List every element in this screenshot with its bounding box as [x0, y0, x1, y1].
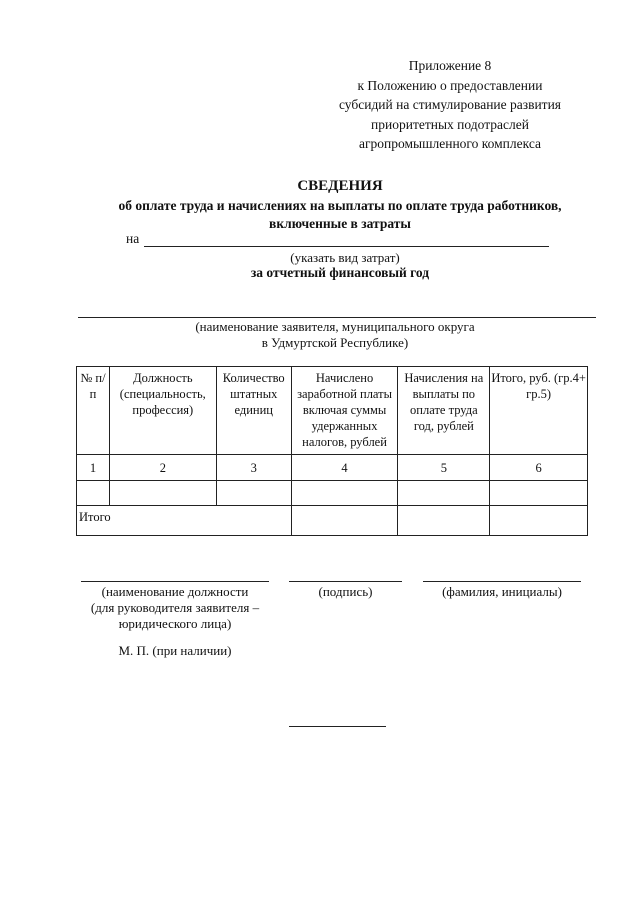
column-number: 5	[398, 455, 490, 481]
column-number: 4	[291, 455, 398, 481]
table-cell[interactable]	[490, 481, 588, 506]
appendix-line: агропромышленного комплекса	[359, 136, 541, 151]
applicant-field-hint-2: в Удмуртской Республике)	[261, 335, 409, 350]
costs-field-prefix: на	[126, 231, 140, 246]
costs-field-line[interactable]	[144, 246, 549, 247]
applicant-field-hint-1: (наименование заявителя, муниципального округа	[195, 319, 475, 334]
table-row	[77, 481, 588, 506]
signature-line[interactable]	[289, 581, 402, 582]
appendix-reference	[300, 56, 600, 154]
header-cell-position: Должность (специальность, профессия)	[109, 367, 216, 455]
header-cell-staff-units: Количество штатных единиц	[216, 367, 291, 455]
bottom-separator-line	[289, 726, 386, 727]
table-header-row	[77, 367, 588, 455]
header-cell-total: Итого, руб. (гр.4+ гр.5)	[490, 367, 588, 455]
column-number-row	[77, 455, 588, 481]
header-cell-accrued-salary: Начислено заработной платы включая суммы удержанных налогов, рублей	[291, 367, 398, 455]
document-subtitle: об оплате труда и начислениях на выплаты по оплате труда работников,	[118, 198, 562, 213]
stamp-note: М. П. (при наличии)	[118, 643, 232, 658]
total-cell[interactable]	[490, 506, 588, 536]
total-label: Итого	[77, 506, 292, 536]
reporting-period: за отчетный финансовый год	[250, 265, 430, 280]
total-row	[77, 506, 588, 536]
appendix-line: приоритетных подотраслей	[371, 116, 529, 132]
applicant-field-line[interactable]	[78, 317, 596, 318]
appendix-line: Приложение 8	[408, 58, 492, 73]
appendix-line: субсидий на стимулирование развития	[338, 97, 562, 112]
total-cell[interactable]	[398, 506, 490, 536]
table-cell[interactable]	[398, 481, 490, 506]
document-subtitle-continued: включенные в затраты	[269, 216, 411, 231]
table-cell[interactable]	[109, 481, 216, 506]
signature-hint: (подпись)	[318, 584, 373, 599]
table-cell[interactable]	[77, 481, 110, 506]
position-hint-3: юридического лица)	[118, 616, 232, 631]
name-hint: (фамилия, инициалы)	[442, 584, 562, 599]
position-hint-1: (наименование должности	[101, 584, 249, 599]
table-cell[interactable]	[216, 481, 291, 506]
payroll-table	[76, 366, 588, 536]
costs-field-hint: (указать вид затрат)	[290, 250, 400, 265]
header-cell-payroll-charges: Начисления на выплаты по оплате труда год, рублей	[398, 367, 490, 455]
column-number: 6	[490, 455, 588, 481]
header-cell-number: № п/п	[77, 367, 110, 455]
appendix-line: к Положению о предоставлении	[357, 77, 543, 93]
column-number: 1	[77, 455, 110, 481]
name-signature-line[interactable]	[423, 581, 581, 582]
total-cell[interactable]	[291, 506, 398, 536]
position-hint-2: (для руководителя заявителя –	[90, 600, 260, 615]
document-title: СВЕДЕНИЯ	[297, 178, 383, 194]
position-signature-line[interactable]	[81, 581, 269, 582]
column-number: 3	[216, 455, 291, 481]
column-number: 2	[109, 455, 216, 481]
table-cell[interactable]	[291, 481, 398, 506]
